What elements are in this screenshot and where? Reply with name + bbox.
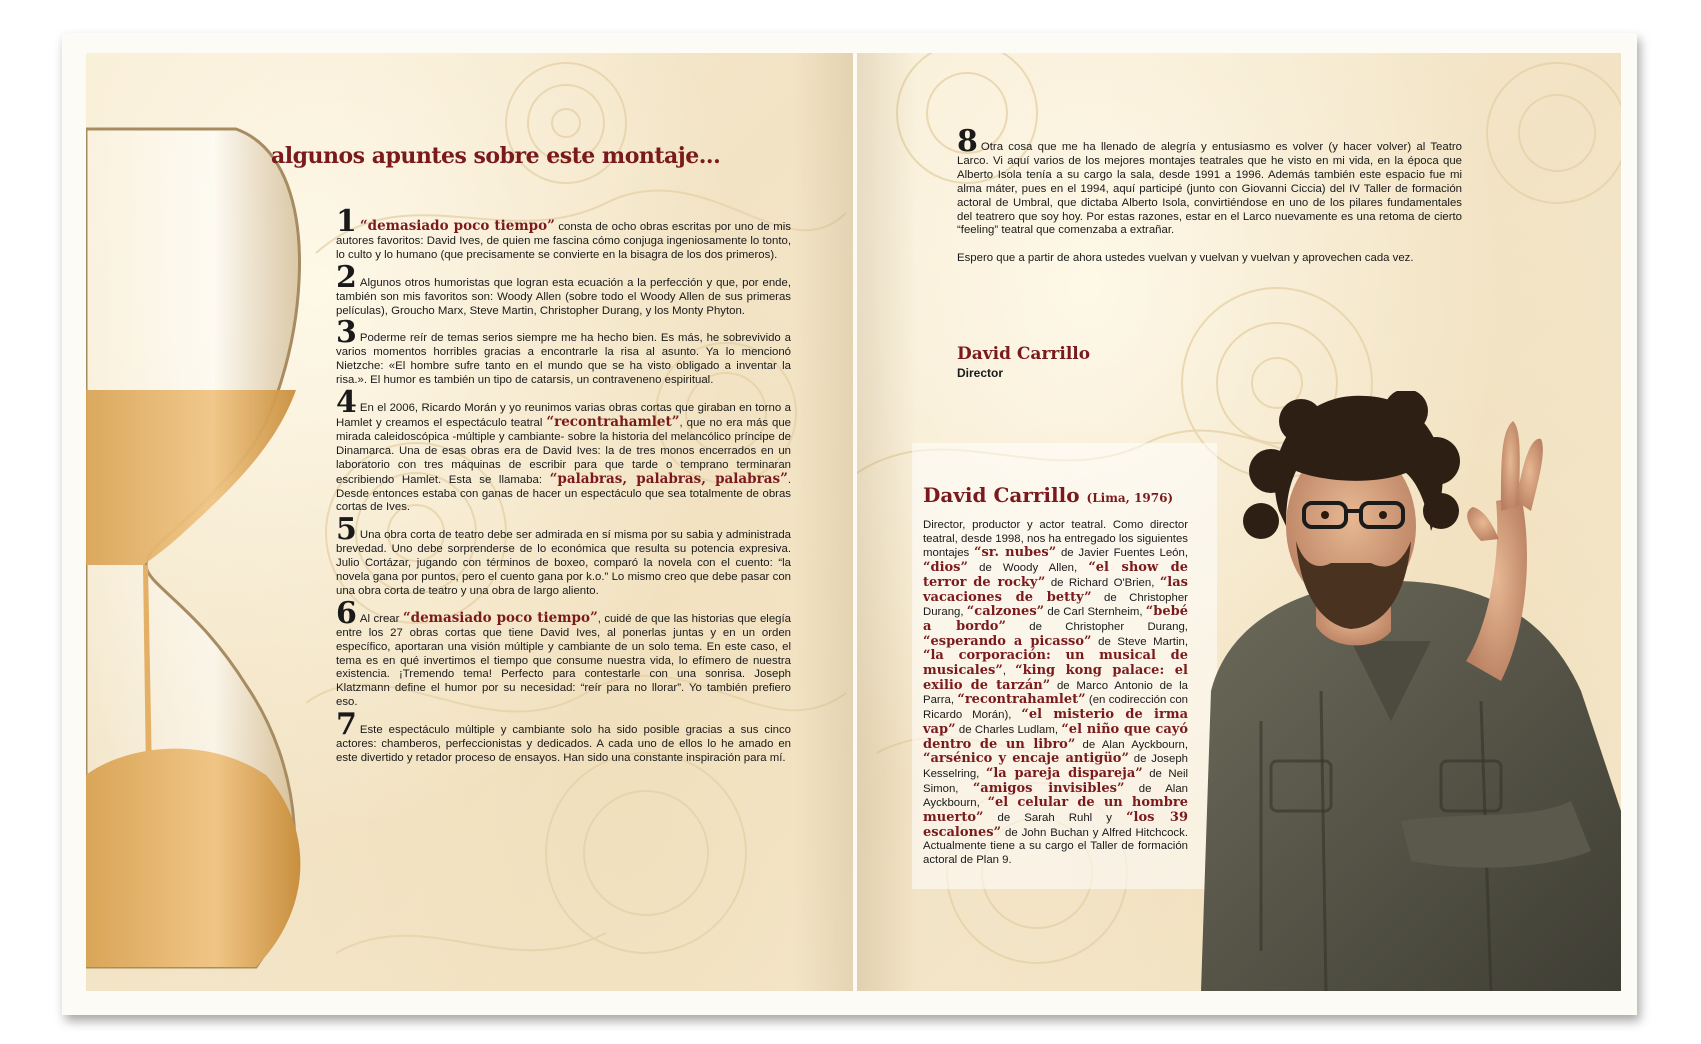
note-number: 2	[336, 259, 357, 295]
bio-text-segment: de Sarah Ruhl y	[983, 812, 1127, 825]
note-text: , cuidé de que las historias que elegía entre los 27 obras cortas que tiene David Ives, al ponerlas juntas y en un orden específico, aportaran una visión múltiple y cambiante de un solo tema. En este caso, el tema es en qué invertimos el tiempo que consume nuestra vida, lo efímero de nuestra existencia. ¡Tremendo tema! Perfecto para contestarle con una sonrisa. Joseph Klatzmann define el humor por su necesidad: “reír para no llorar”. Yo también prefiero eso.	[336, 612, 791, 709]
play-title: “el niño que cayó dentro de un libro”	[923, 721, 1188, 752]
play-title: “esperando a picasso”	[923, 633, 1092, 649]
bio-text-segment: de John Buchan y Alfred Hitchcock. Actualmente tiene a su cargo el Taller de formación actoral de Plan 9.	[923, 826, 1188, 867]
play-title: “la corporación: un musical de musicales”	[923, 648, 1188, 679]
bio-text-segment: de Javier Fuentes León,	[1056, 547, 1188, 560]
bio-text-segment: de Alan Ayckbourn,	[1075, 738, 1188, 751]
note-number: 7	[336, 707, 357, 743]
bio-text-segment: de Richard O'Brien,	[1045, 576, 1160, 589]
note-text: Otra cosa que me ha llenado de alegría y entusiasmo es volver (y hacer volver) al Teatro Larco. Vi aquí varios de los mejores montajes teatrales que he visto en mi vida, en la época que Alberto Isola tenía a su cargo la sala, desde 1991 a 1996. Además también este espacio fue mi alma máter, pues en el 1994, aquí participé (junto con Giovanni Ciccia) del IV Taller de formación actoral de Umbral, que dictaba Alberto Isola, convirtiéndose en uno de los pilares fundamentales del teatrero que soy hoy. Por estas razones, estar en el Larco nuevamente es una retoma de cierto “feeling” teatral que comenzaba a extrañar.	[957, 141, 1462, 237]
bio-origin: (Lima, 1976)	[1086, 491, 1174, 505]
bio-name: David Carrillo	[923, 483, 1080, 507]
play-title: “dios”	[923, 560, 968, 576]
play-title: “bebé a bordo”	[923, 604, 1188, 634]
bio-text-segment: de Neil Simon,	[923, 767, 1188, 795]
note-number: 6	[336, 595, 357, 631]
play-title: “king kong palace: el exilio de tarzán”	[923, 663, 1188, 693]
note-number: 5	[336, 512, 357, 548]
bio-text-segment: de Steve Martin,	[1091, 635, 1188, 648]
note-4	[336, 385, 792, 515]
note-text: Este espectáculo múltiple y cambiante solo ha sido posible gracias a sus cinco actores: chamberos, perfeccionistas y dedicados. A cada uno de ellos lo he amado en este divertido y retador proceso de ensayos. Han sido una constante inspiración para mí.	[336, 724, 791, 764]
bio-text-segment: de Charles Ludlam,	[955, 723, 1062, 736]
note-text: . Desde entonces estaba con ganas de hacer un espectáculo que sea totalmente de obras cortas de Ives.	[336, 473, 792, 514]
bio-text-segment: de Carl Sternheim,	[1044, 606, 1146, 619]
bio-text-segment: ,	[1002, 665, 1016, 678]
play-title: “amigos invisibles”	[972, 780, 1125, 796]
play-title: “demasiado poco tiempo”	[402, 609, 598, 626]
note-text: consta de ocho obras escritas por uno de mis autores favoritos: David Ives, de quien me fascina cómo conjuga ingeniosamente lo tonto, lo culto y lo humano (que precisamente se convierte en la bisagra de los dos primeros).	[336, 221, 791, 261]
play-title: “las vacaciones de betty”	[923, 574, 1188, 605]
bio-text-segment: de Christopher Durang,	[1005, 620, 1188, 633]
note-text: , que no era más que mirada caleidoscópica -múltiple y cambiante- sobre la historia del melancólico príncipe de Dinamarca. Una de esas obras era de David Ives: la de tres monos encerrados en un laboratorio con tres máquinas de escribir para que tarde o temprano terminaran escribiendo Hamlet. Esta se llamaba:	[336, 416, 791, 486]
note-2	[336, 259, 791, 319]
play-title: “recontrahamlet”	[957, 692, 1086, 708]
notes-column	[336, 204, 792, 770]
note-text: En el 2006, Ricardo Morán y yo reunimos varias obras cortas que giraban en torno a Hamlet y creamos el espectáculo teatral	[336, 402, 791, 429]
play-title: “el celular de un hombre muerto”	[923, 795, 1188, 826]
note-number: 3	[336, 315, 357, 351]
left-page	[86, 53, 853, 991]
note-text: Una obra corta de teatro debe ser admirada en sí misma por su sabia y administrada brevedad. Uno debe sorprenderse de lo económica que resulta su potencia expresiva. Julio Cortázar, jugando con términos de boxeo, comparó la novela con el cuento: “la novela gana por puntos, pero el cuento gana por k.o.” Lo mismo creo que debe pasar con una obra corta de teatro y una obra de largo aliento.	[336, 529, 791, 597]
brochure-spread	[62, 33, 1637, 1015]
play-title: “arsénico y encaje antigüo”	[923, 751, 1129, 767]
bio-text-segment: de Joseph Kesselring,	[923, 753, 1188, 780]
note-8-text	[957, 124, 1462, 238]
page-heading: algunos apuntes sobre este montaje...	[271, 143, 721, 169]
note-8	[957, 124, 1462, 266]
play-title: “recontrahamlet”	[546, 413, 680, 430]
note-1	[336, 204, 791, 263]
gutter-shadow	[793, 53, 853, 991]
hourglass-illustration	[86, 125, 316, 991]
play-title: “el show de terror de rocky”	[923, 560, 1188, 590]
note-7	[336, 707, 791, 766]
bio-text-segment: (en codirección con Ricardo Morán),	[923, 694, 1188, 722]
bio-text-segment: de Christopher Durang,	[923, 591, 1188, 619]
note-text: Al crear	[359, 612, 403, 625]
gutter-shadow	[857, 53, 917, 991]
play-title: “los 39 escalones”	[923, 810, 1188, 840]
director-portrait	[1201, 391, 1621, 991]
note-6	[336, 595, 791, 710]
bio-text-segment: de Marco Antonio de la Parra,	[923, 679, 1188, 707]
play-title: “calzones”	[966, 604, 1045, 620]
note-text: Algunos otros humoristas que logran esta ecuación a la perfección y que, por ende, también son mis favoritos son: Woody Allen (sobre todo el Woody Allen de sus primeras películas), Groucho Marx, Steve Martin, Christopher Durang, y los Monty Phyton.	[336, 276, 791, 317]
closing-line: Espero que a partir de ahora ustedes vuelvan y vuelvan y vuelvan y aprovechen cada vez.	[957, 252, 1414, 265]
bio-text-segment: de Woody Allen,	[967, 562, 1089, 575]
signature-role: Director	[957, 366, 1004, 380]
note-number: 4	[336, 385, 357, 421]
note-text: Poderme reír de temas serios siempre me ha hecho bien. Es más, he sobrevivido a varios momentos horribles gracias a encontrarle la risa al asunto. Ya lo mencionó Nietzche: «El hombre sufre tanto en el mundo que se ha visto obligado a inventar la risa.». El humor es también un tipo de catarsis, un contraveneno espiritual.	[336, 332, 791, 387]
bio-title	[923, 483, 1173, 507]
note-number: 8	[957, 124, 978, 159]
play-title: “el misterio de irma vap”	[923, 707, 1188, 737]
play-title: “sr. nubes”	[974, 545, 1057, 561]
note-5	[336, 512, 791, 599]
signature-name: David Carrillo	[957, 344, 1091, 364]
bio-text	[923, 519, 1188, 868]
right-page	[857, 53, 1621, 991]
play-title: “palabras, palabras, palabras”	[549, 470, 788, 487]
note-3	[336, 315, 791, 388]
bio-text-segment: Director, productor y actor teatral. Como director teatral, desde 1998, nos ha entregado los siguientes montajes	[923, 519, 1188, 560]
bio-text-segment: de Alan Ayckbourn,	[923, 782, 1189, 810]
play-title: “demasiado poco tiempo”	[359, 218, 555, 234]
play-title: “la pareja dispareja”	[985, 765, 1143, 781]
note-number: 1	[336, 204, 357, 239]
